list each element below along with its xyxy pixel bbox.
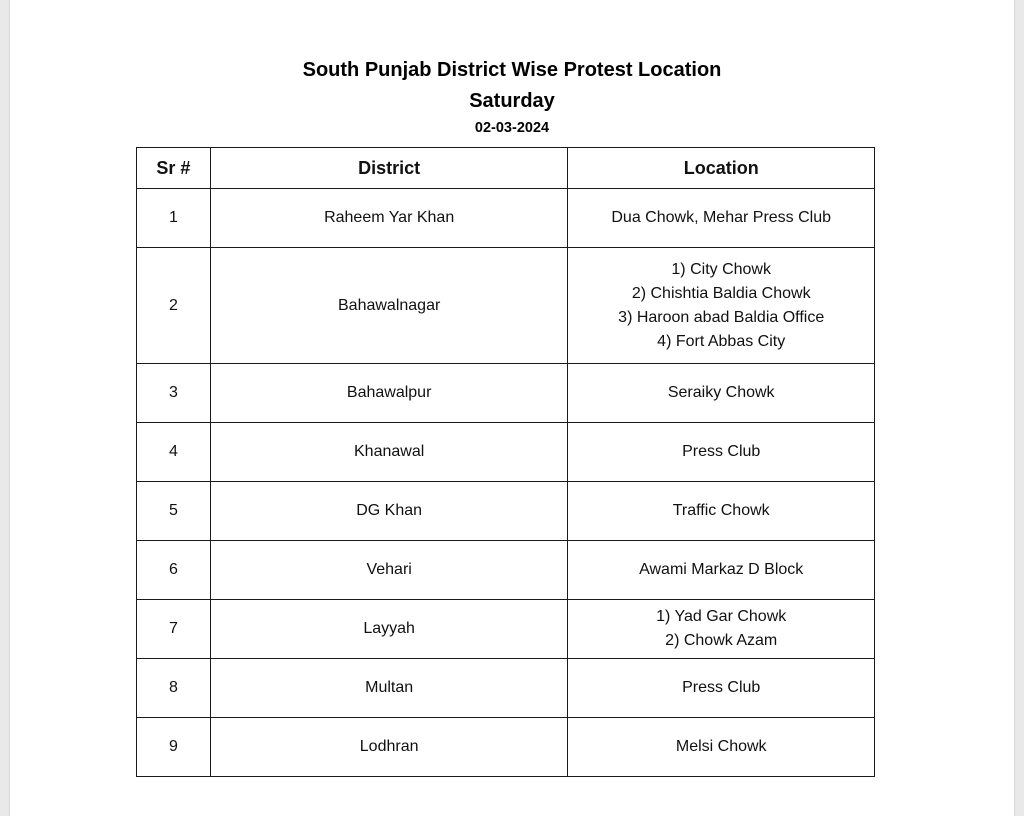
cell-location: [568, 423, 875, 482]
cell-sr: 8: [137, 659, 211, 718]
cell-sr: 4: [137, 423, 211, 482]
cell-district: Khanawal: [210, 423, 568, 482]
document-page: [10, 0, 1014, 816]
protest-location-table: [136, 147, 875, 777]
cell-location: [568, 718, 875, 777]
location-line: 2) Chowk Azam: [665, 632, 778, 649]
table-row: [137, 482, 875, 541]
cell-sr: 2: [137, 248, 211, 364]
cell-sr: 1: [137, 189, 211, 248]
cell-sr: 7: [137, 600, 211, 659]
cell-location: [568, 189, 875, 248]
header-location: Location: [568, 148, 875, 189]
table-row: [137, 659, 875, 718]
cell-district: Bahawalpur: [210, 364, 568, 423]
cell-sr: 6: [137, 541, 211, 600]
table-row: [137, 248, 875, 364]
cell-district: Lodhran: [210, 718, 568, 777]
cell-location: [568, 541, 875, 600]
location-line: Traffic Chowk: [672, 502, 770, 519]
location-line: Seraiky Chowk: [667, 384, 775, 401]
cell-district: Multan: [210, 659, 568, 718]
location-line: 1) Yad Gar Chowk: [656, 608, 787, 625]
header-sr: Sr #: [137, 148, 211, 189]
document-date: 02-03-2024: [474, 120, 550, 136]
header-district: District: [210, 148, 568, 189]
table-row: [137, 600, 875, 659]
location-line: Press Club: [682, 443, 761, 460]
table-row: [137, 541, 875, 600]
table-row: [137, 189, 875, 248]
table-row: [137, 718, 875, 777]
cell-district: Vehari: [210, 541, 568, 600]
location-line: 3) Haroon abad Baldia Office: [618, 308, 825, 326]
location-line: Awami Markaz D Block: [639, 561, 804, 578]
document-day: Saturday: [469, 90, 555, 112]
location-line: Melsi Chowk: [675, 738, 767, 755]
cell-district: DG Khan: [210, 482, 568, 541]
location-line: 2) Chishtia Baldia Chowk: [631, 284, 811, 302]
location-line: 1) City Chowk: [671, 260, 771, 278]
location-line: 4) Fort Abbas City: [657, 332, 786, 350]
cell-district: Layyah: [210, 600, 568, 659]
cell-location: [568, 482, 875, 541]
table-row: [137, 364, 875, 423]
cell-location: [568, 248, 875, 364]
table-header-row: [137, 148, 875, 189]
cell-location: [568, 600, 875, 659]
cell-sr: 3: [137, 364, 211, 423]
location-line: Press Club: [682, 679, 761, 696]
cell-sr: 5: [137, 482, 211, 541]
table-row: [137, 423, 875, 482]
cell-location: [568, 364, 875, 423]
document-title: South Punjab District Wise Protest Location: [302, 59, 722, 81]
cell-district: Bahawalnagar: [210, 248, 568, 364]
cell-sr: 9: [137, 718, 211, 777]
cell-location: [568, 659, 875, 718]
location-line: Dua Chowk, Mehar Press Club: [611, 209, 832, 226]
cell-district: Raheem Yar Khan: [210, 189, 568, 248]
